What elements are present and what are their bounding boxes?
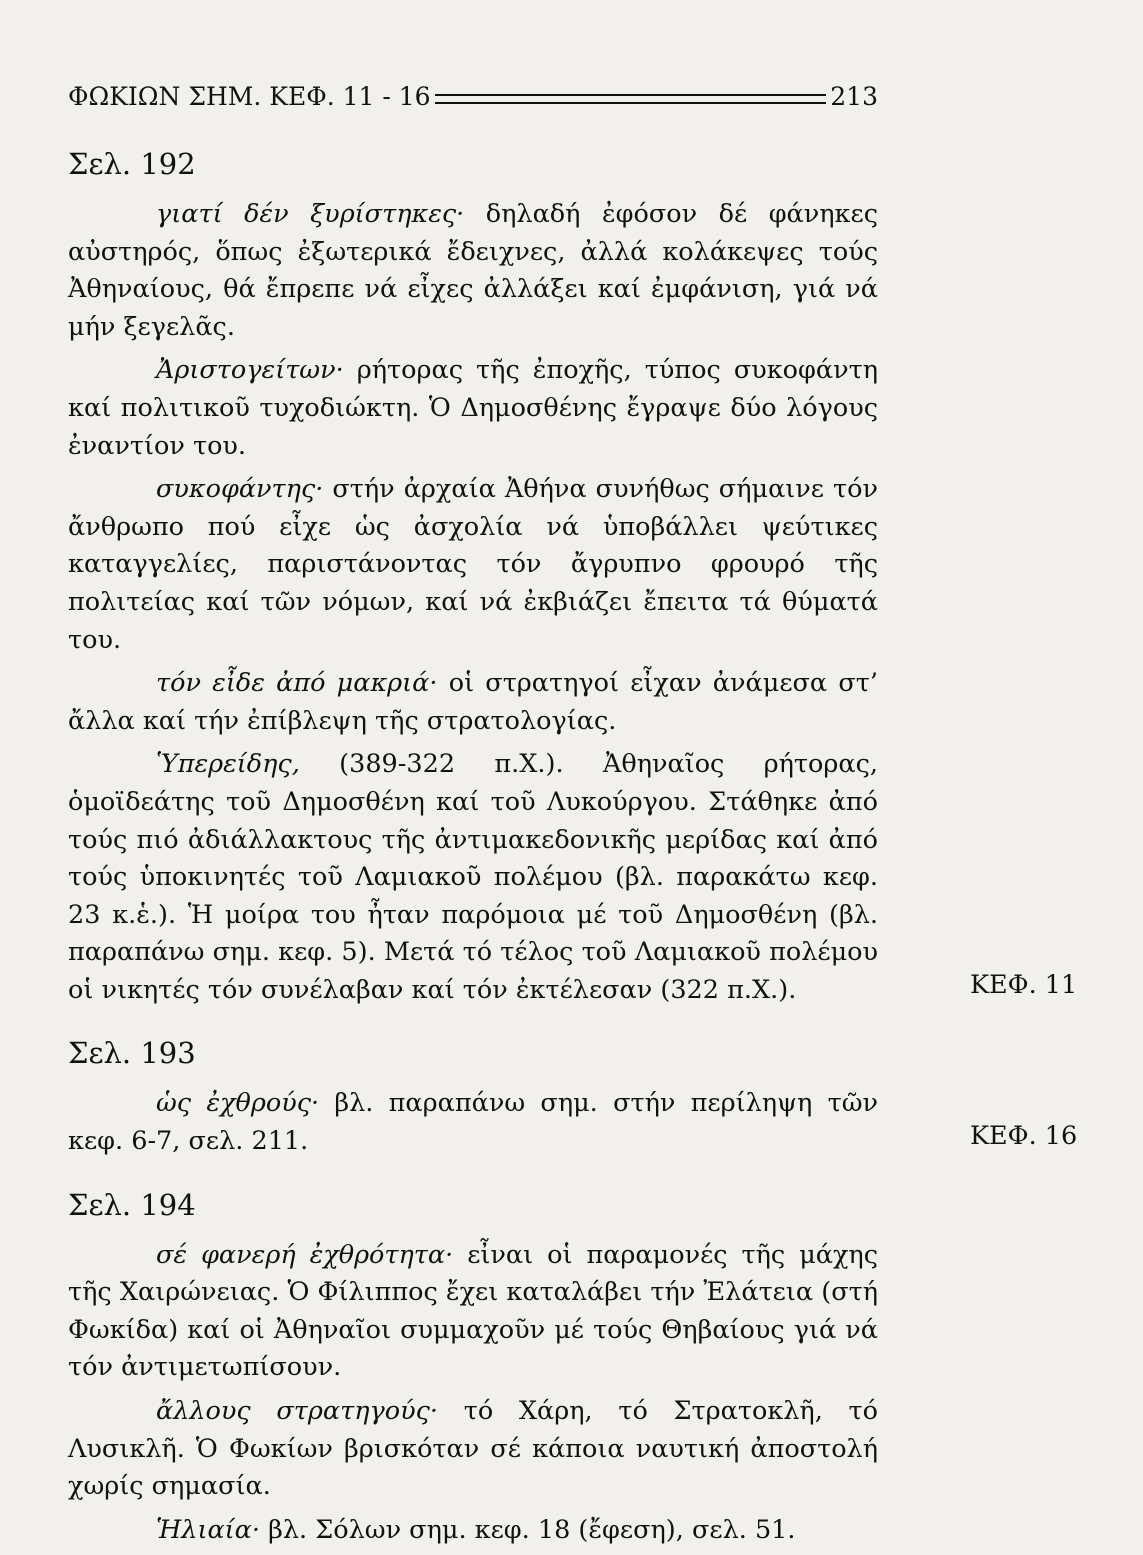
section-heading: Σελ. 193 [68, 1036, 196, 1071]
note-term: Ἡλιαία· [156, 1514, 261, 1545]
note-entry [68, 196, 878, 346]
note-text: στήν ἀρχαία Ἀθήνα συνήθως σήμαινε τόν ἄνθρωπο πού εἶχε ὡς ἀσχολία νά ὑποβάλλει ψεύτικες καταγγελίες, παριστάνοντας τόν ἄγρυπνο φρουρό τῆς πολιτείας καί τῶν νόμων, καί νά ἐκβιάζει ἔπειτα τά θύματά του. [68, 474, 878, 655]
note-entry [68, 665, 878, 740]
header-rule [435, 94, 827, 104]
margin-note-chapter: ΚΕΦ. 11 [970, 970, 1078, 1000]
note-term: ἄλλους στρατηγούς· [156, 1396, 438, 1427]
note-text: τό Χάρη, τό Στρατοκλῆ, τό Λυσικλῆ. Ὁ Φωκίων βρισκόταν σέ κάποια ναυτική ἀποστολή χωρίς σημασία. [68, 1396, 878, 1502]
notes-body [68, 140, 878, 1555]
note-term: συκοφάντης· [156, 474, 324, 505]
note-term: σέ φανερή ἐχθρότητα· [156, 1239, 454, 1270]
page-number: 213 [830, 81, 878, 111]
note-entry [68, 1512, 878, 1550]
note-entry [68, 352, 878, 465]
note-text: βλ. παραπάνω σημ. στήν περίληψη τῶν κεφ. 6-7, σελ. 211. [68, 1088, 879, 1157]
note-entry [68, 746, 878, 1009]
note-term: Ὑπερείδης, [156, 749, 300, 780]
spacer [68, 1167, 878, 1181]
spacer [68, 1015, 878, 1029]
note-entry [68, 1237, 878, 1387]
section-heading: Σελ. 192 [68, 147, 196, 181]
header-title: ΦΩΚΙΩΝ ΣΗΜ. ΚΕΦ. 11 - 16 [68, 81, 431, 111]
margin-note-chapter: ΚΕΦ. 16 [970, 1121, 1078, 1151]
note-text: εἶναι οἱ παραμονές τῆς μάχης τῆς Χαιρώνειας. Ὁ Φίλιππος ἔχει καταλάβει τήν Ἐλάτεια (στή Φωκίδα) καί οἱ Ἀθηναῖοι συμμαχοῦν μέ τούς Θηβαίους γιά νά τόν ἀντιμετωπίσουν. [68, 1239, 878, 1383]
note-text: (389-322 π.Χ.). Ἀθηναῖος ρήτορας, ὁμοϊδεάτης τοῦ Δημοσθένη καί τοῦ Λυκούργου. Στάθηκε ἀπό τούς πιό ἀδιάλλακτους τῆς ἀντιμακεδονικῆς μερίδας καί ἀπό τούς ὑποκινητές τοῦ Λαμιακοῦ πολέμου (βλ. παρακάτω κεφ. 23 κ.ἑ.). Ἡ μοίρα του ἦταν παρόμοια μέ τοῦ Δημοσθένη (βλ. παραπάνω σημ. κεφ. 5). Μετά τό τέλος τοῦ Λαμιακοῦ πολέμου οἱ νικητές τόν συνέλαβαν καί τόν ἐκτέλεσαν (322 π.Χ.). [68, 749, 878, 1005]
note-term: Ἀριστογείτων· [156, 355, 344, 386]
note-entry [68, 1393, 878, 1506]
note-text: δηλαδή ἐφόσον δέ φάνηκες αὐστηρός, ὅπως ἐξωτερικά ἔδειχνες, ἀλλά κολάκεψες τούς Ἀθηναίους, θά ἔπρεπε νά εἶχες ἀλλάξει καί ἐμφάνιση, γιά νά μήν ξεγελᾶς. [68, 199, 878, 342]
section-heading: Σελ. 194 [68, 1187, 196, 1222]
note-term: γιατί δέν ξυρίστηκες· [156, 199, 465, 229]
note-entry [68, 471, 878, 659]
note-text: ρήτορας τῆς ἐποχῆς, τύπος συκοφάντη καί πολιτικοῦ τυχοδιώκτη. Ὁ Δημοσθένης ἔγραψε δύο λόγους ἐναντίον του. [68, 355, 878, 461]
running-header [68, 76, 878, 116]
note-text: οἱ στρατηγοί εἶχαν ἀνάμεσα στ’ ἄλλα καί τήν ἐπίβλεψη τῆς στρατολογίας. [68, 668, 878, 736]
note-entry [68, 1085, 878, 1160]
note-text: βλ. Σόλων σημ. κεφ. 18 (ἔφεση), σελ. 51. [260, 1514, 796, 1545]
note-term: τόν εἶδε ἀπό μακριά· [156, 668, 438, 699]
note-term: ὡς ἐχθρούς· [156, 1088, 320, 1119]
